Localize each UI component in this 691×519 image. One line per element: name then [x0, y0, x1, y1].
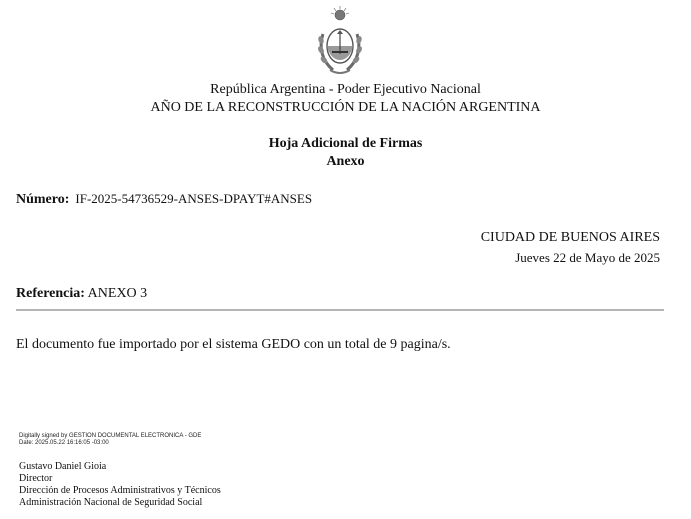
- signer-organization: Administración Nacional de Seguridad Social: [19, 497, 203, 508]
- place: CIUDAD DE BUENOS AIRES: [480, 230, 660, 245]
- date: Jueves 22 de Mayo de 2025: [515, 250, 660, 265]
- argentina-coat-of-arms-icon: [313, 4, 367, 80]
- signer-name: Gustavo Daniel Gioia: [19, 461, 107, 472]
- reference: [16, 285, 147, 303]
- body-text: El documento fue importado por el sistema GEDO con un total de 9 pagina/s.: [16, 337, 451, 352]
- digital-signature-line-1: Digitally signed by GESTION DOCUMENTAL ELECTRONICA - GDE: [19, 433, 202, 439]
- document-number: [16, 190, 312, 209]
- header-line-1: República Argentina - Poder Ejecutivo Nacional: [210, 82, 481, 97]
- document-subtitle: Anexo: [326, 154, 365, 169]
- document-number-label: Número:: [16, 192, 70, 207]
- document-number-value: IF-2025-54736529-ANSES-DPAYT#ANSES: [75, 191, 313, 206]
- document-title: Hoja Adicional de Firmas: [268, 136, 423, 151]
- reference-label: Referencia:: [16, 286, 85, 301]
- header-line-2: AÑO DE LA RECONSTRUCCIÓN DE LA NACIÓN ARGENTINA: [150, 100, 541, 115]
- divider: [16, 309, 664, 311]
- reference-value: ANEXO 3: [87, 286, 148, 301]
- signer-unit: Dirección de Procesos Administrativos y Técnicos: [19, 485, 221, 496]
- digital-signature-date: Date: 2025.05.22 16:16:05 -03:00: [19, 440, 109, 446]
- signer-role: Director: [19, 473, 53, 484]
